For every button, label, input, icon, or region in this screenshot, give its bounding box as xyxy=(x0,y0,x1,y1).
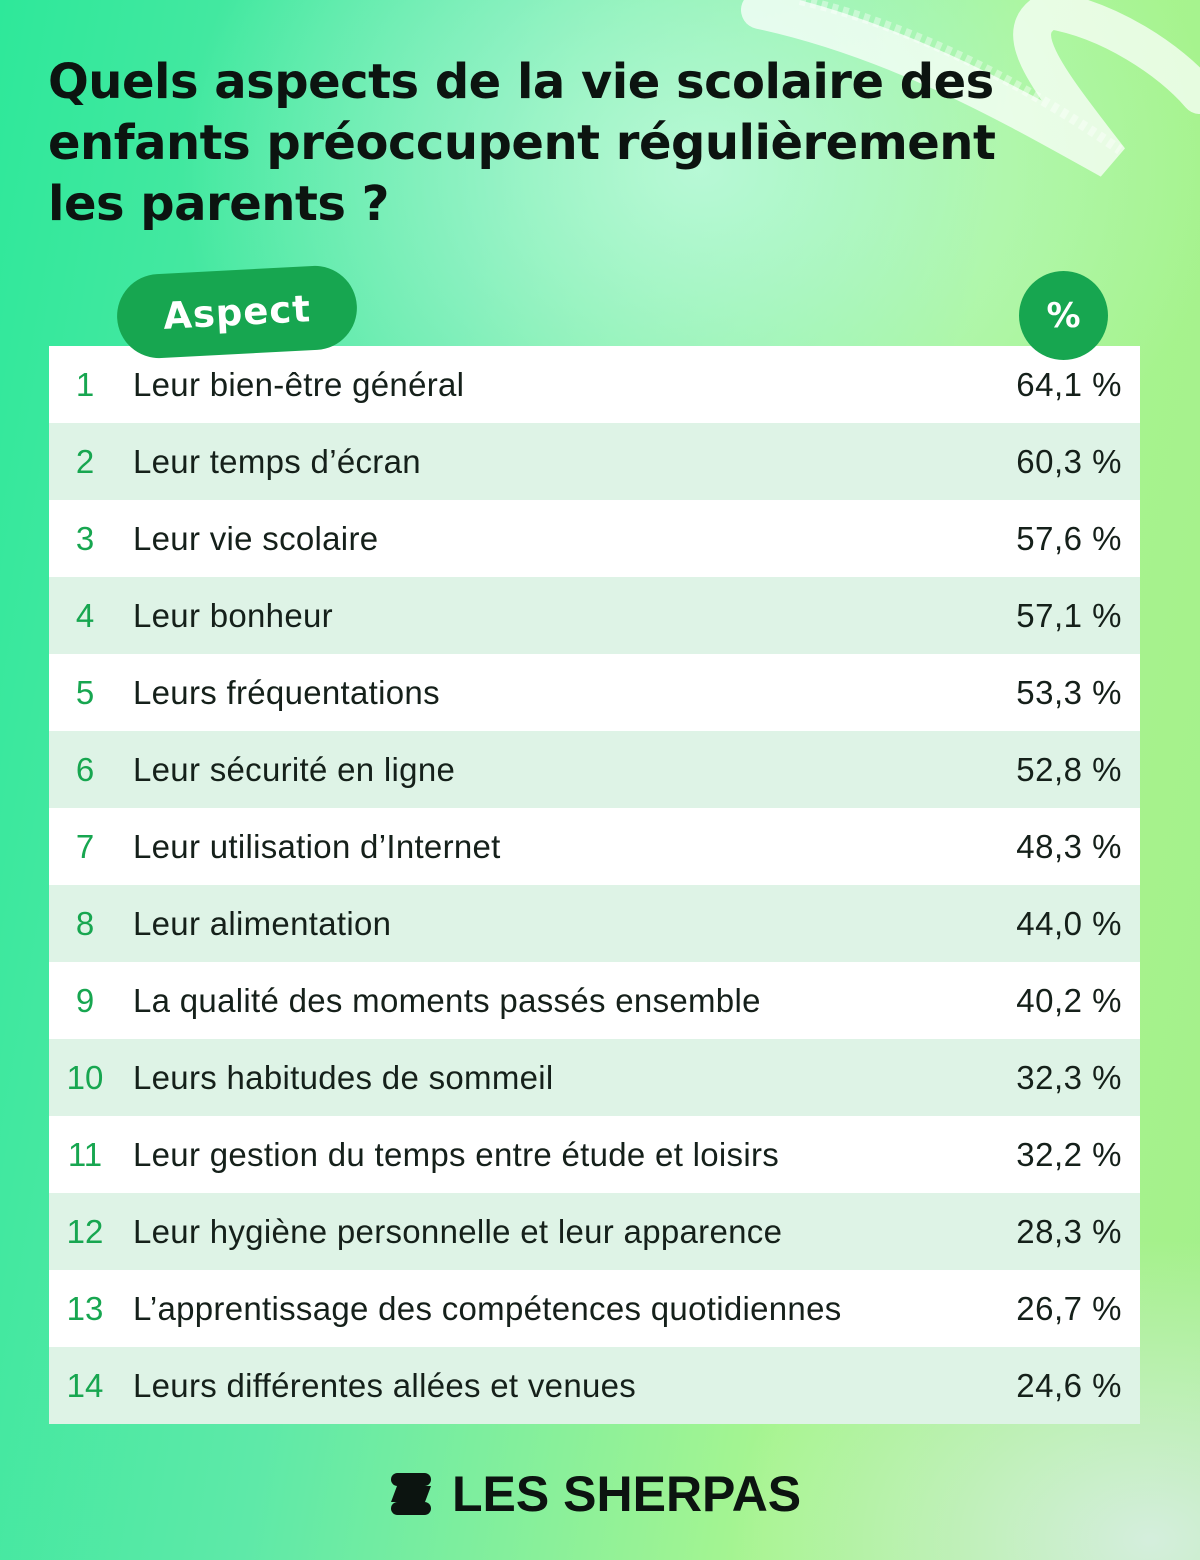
percent-value: 53,3 % xyxy=(1016,673,1122,711)
table-row xyxy=(49,654,1140,731)
brand-name: LES SHERPAS xyxy=(452,1466,802,1522)
percent-value: 48,3 % xyxy=(1016,827,1122,865)
percent-value: 32,2 % xyxy=(1016,1135,1122,1173)
percent-value: 64,1 % xyxy=(1016,365,1122,403)
table-row xyxy=(49,1116,1140,1193)
aspect-label: Leurs fréquentations xyxy=(133,673,440,711)
table-row xyxy=(49,885,1140,962)
rank-number: 1 xyxy=(75,365,95,403)
table-row xyxy=(49,346,1140,423)
aspect-label: L’apprentissage des compétences quotidiennes xyxy=(133,1289,842,1327)
percent-column-header: % xyxy=(1019,271,1108,360)
rank-number: 3 xyxy=(75,519,95,557)
percent-value: 60,3 % xyxy=(1016,442,1122,480)
percent-value: 57,1 % xyxy=(1016,596,1122,634)
sherpas-logo-icon xyxy=(388,1471,434,1517)
rank-number: 14 xyxy=(66,1366,104,1404)
table-row xyxy=(49,1347,1140,1424)
rank-number: 4 xyxy=(75,596,95,634)
table-row xyxy=(49,731,1140,808)
rank-number: 2 xyxy=(75,442,95,480)
rank-number: 9 xyxy=(75,981,95,1019)
brand-footer xyxy=(388,1466,801,1522)
percent-value: 28,3 % xyxy=(1016,1212,1122,1250)
rank-number: 11 xyxy=(67,1135,103,1173)
aspect-label: Leurs différentes allées et venues xyxy=(133,1366,637,1404)
page-title: Quels aspects de la vie scolaire des enfants préoccupent régulièrement les parents ? xyxy=(48,54,996,232)
aspect-label: Leur hygiène personnelle et leur apparence xyxy=(133,1212,783,1250)
rank-number: 7 xyxy=(75,827,95,865)
table-row xyxy=(49,500,1140,577)
aspect-column-header: Aspect xyxy=(115,264,359,360)
rank-number: 8 xyxy=(75,904,95,942)
table-row xyxy=(49,1193,1140,1270)
table-row xyxy=(49,808,1140,885)
rank-number: 6 xyxy=(75,750,95,788)
aspect-label: Leur utilisation d’Internet xyxy=(133,827,501,865)
percent-value: 52,8 % xyxy=(1016,750,1122,788)
rank-number: 10 xyxy=(66,1058,104,1096)
percent-value: 26,7 % xyxy=(1016,1289,1122,1327)
aspect-label: Leur bonheur xyxy=(133,596,333,634)
ranking-table xyxy=(49,346,1140,1424)
aspect-label: La qualité des moments passés ensemble xyxy=(133,981,761,1019)
table-row xyxy=(49,577,1140,654)
aspect-label: Leur bien-être général xyxy=(133,365,465,403)
rank-number: 12 xyxy=(66,1212,104,1250)
table-row xyxy=(49,1039,1140,1116)
table-row xyxy=(49,1270,1140,1347)
percent-value: 57,6 % xyxy=(1016,519,1122,557)
rank-number: 5 xyxy=(75,673,95,711)
percent-value: 40,2 % xyxy=(1016,981,1122,1019)
aspect-label: Leur vie scolaire xyxy=(133,519,379,557)
table-row xyxy=(49,423,1140,500)
percent-value: 24,6 % xyxy=(1016,1366,1122,1404)
aspect-label: Leurs habitudes de sommeil xyxy=(133,1058,554,1096)
aspect-label: Leur gestion du temps entre étude et loisirs xyxy=(133,1135,780,1173)
aspect-label: Leur sécurité en ligne xyxy=(133,750,456,788)
aspect-label: Leur alimentation xyxy=(133,904,392,942)
table-row xyxy=(49,962,1140,1039)
percent-value: 44,0 % xyxy=(1016,904,1122,942)
aspect-label: Leur temps d’écran xyxy=(133,442,421,480)
rank-number: 13 xyxy=(66,1289,104,1327)
percent-value: 32,3 % xyxy=(1016,1058,1122,1096)
